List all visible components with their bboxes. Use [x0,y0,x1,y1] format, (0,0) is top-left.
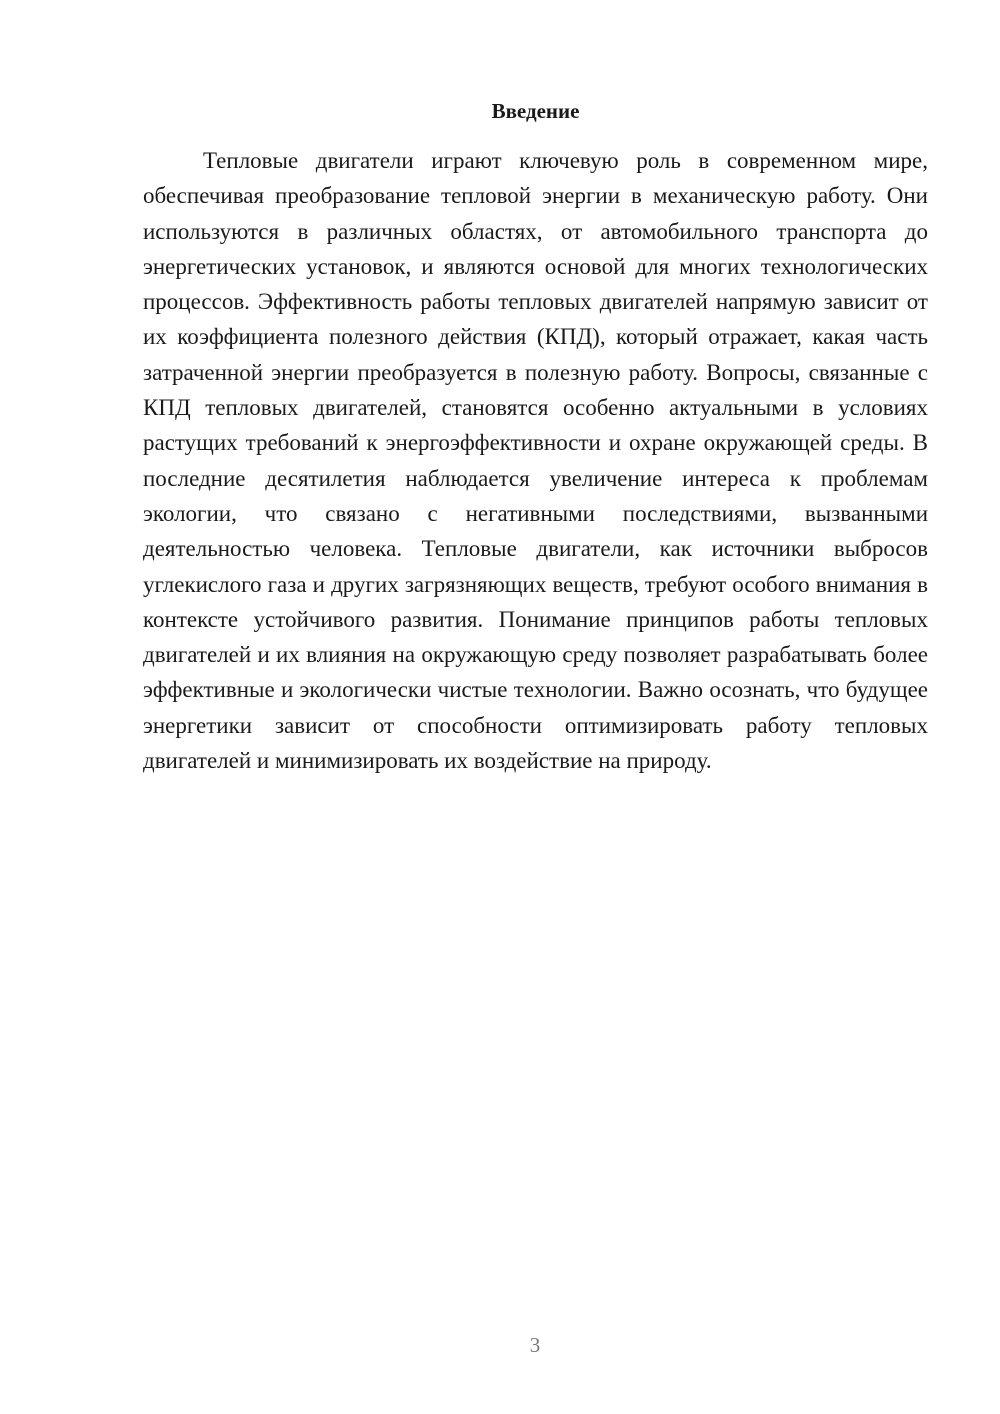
introduction-paragraph: Тепловые двигатели играют ключевую роль в современном мире, обеспечивая преобразование тепловой энергии в механическую работу. Они используются в различных областях, от автомобильного транспорта до энергетических установок, и являются основой для многих технологических процессов. Эффективность работы тепловых двигателей напрямую зависит от их коэффициента полезного действия (КПД), который отражает, какая часть затраченной энергии преобразуется в полезную работу. Вопросы, связанные с КПД тепловых двигателей, становятся особенно актуальными в условиях растущих требований к энергоэффективности и охране окружающей среды. В последние десятилетия наблюдается увеличение интереса к проблемам экологии, что связано с негативными последствиями, вызванными деятельностью человека. Тепловые двигатели, как источники выбросов углекислого газа и других загрязняющих веществ, требуют особого внимания в контексте устойчивого развития. Понимание принципов работы тепловых двигателей и их влияния на окружающую среду позволяет разрабатывать более эффективные и экологически чистые технологии. Важно осознать, что будущее энергетики зависит от способности оптимизировать работу тепловых двигателей и минимизировать их воздействие на природу. [143,148,928,774]
section-heading: Введение [491,99,580,123]
page-number: 3 [529,1333,541,1357]
